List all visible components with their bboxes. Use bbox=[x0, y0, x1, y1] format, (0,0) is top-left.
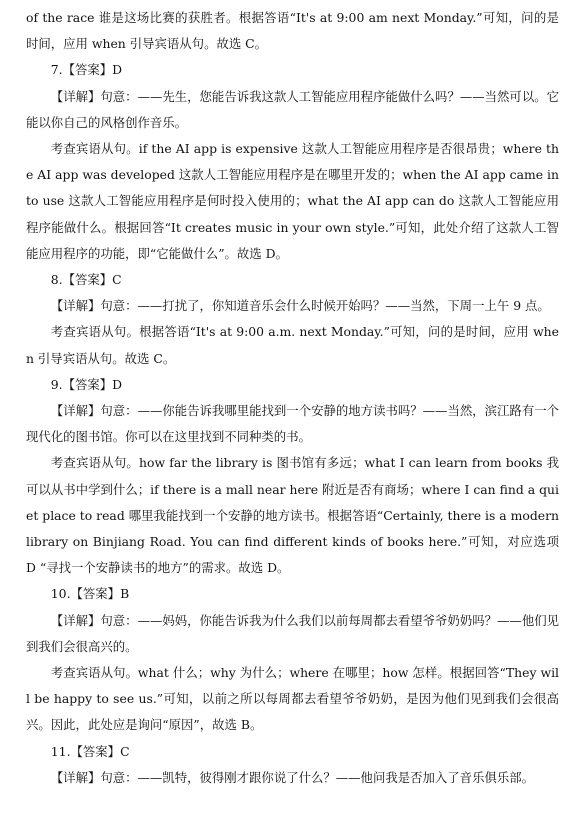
detail-8-analysis: 考查宾语从句。根据答语“It's at 9:00 a.m. next Monday.”可知，问的是时间，应用 when 引导宾语从句。故选 C。 bbox=[26, 324, 559, 366]
answer-10: 10.【答案】B bbox=[50, 586, 130, 602]
detail-7-analysis: 考查宾语从句。if the AI app is expensive 这款人工智能应用程序是否很昂贵；where the AI app was developed 这款人工智能应用程序是在哪里开发的；when the AI app came into use 这款人工智能应用程序是何时投入使用的；what the AI app can do 这款人工智能应用程序能做什么。根据回答“It creates music in your own style.”可知，此处介绍了这款人工智能应用程序的功能，即“它能做什么”。故选 D。 bbox=[26, 141, 559, 261]
detail-9-analysis: 考查宾语从句。how far the library is 图书馆有多远；what I can learn from books 我可以从书中学到什么；if there is a mall near here 附近是否有商场；where I can find a quiet place to read 哪里我能找到一个安静的地方读书。根据答语“Certainly, there is a modern library on Binjiang Road. You can find different kinds of books here.”可知，对应选项 D “寻找一个安静读书的地方”的需求。故选 D。 bbox=[26, 455, 559, 576]
detail-11-meaning: 【详解】句意：——凯特，彼得刚才跟你说了什么？——他问我是否加入了音乐俱乐部。 bbox=[50, 769, 535, 785]
answer-7: 7.【答案】D bbox=[50, 62, 123, 78]
detail-8-meaning: 【详解】句意：——打扰了，你知道音乐会什么时候开始吗？——当然，下周一上午 9 点。 bbox=[50, 298, 550, 314]
detail-10-analysis: 考查宾语从句。what 什么；why 为什么；where 在哪里；how 怎样。根据回答“They will be happy to see us.”可知，以前之所以每周都去看望爷爷奶奶，是因为他们见到我们会很高兴。因此，此处应是询问“原因”，故选 B。 bbox=[26, 665, 559, 733]
answer-11: 11.【答案】C bbox=[50, 743, 130, 759]
detail-10-meaning: 【详解】句意：——妈妈，你能告诉我为什么我们以前每周都去看望爷爷奶奶吗？——他们见到我们会很高兴的。 bbox=[26, 612, 559, 654]
answer-9: 9.【答案】D bbox=[50, 376, 123, 392]
paragraph-prev-explanation-tail: of the race 谁是这场比赛的获胜者。根据答语“It's at 9:00 am next Monday.”可知，问的是时间，应用 when 引导宾语从句。故选 C。 bbox=[26, 10, 559, 52]
detail-9-meaning: 【详解】句意：——你能告诉我哪里能找到一个安静的地方读书吗？——当然，滨江路有一个现代化的图书馆。你可以在这里找到不同种类的书。 bbox=[26, 403, 559, 445]
detail-7-meaning: 【详解】句意：——先生，您能告诉我这款人工智能应用程序能做什么吗？——当然可以。它能以你自己的风格创作音乐。 bbox=[26, 88, 559, 130]
answer-8: 8.【答案】C bbox=[50, 272, 122, 288]
